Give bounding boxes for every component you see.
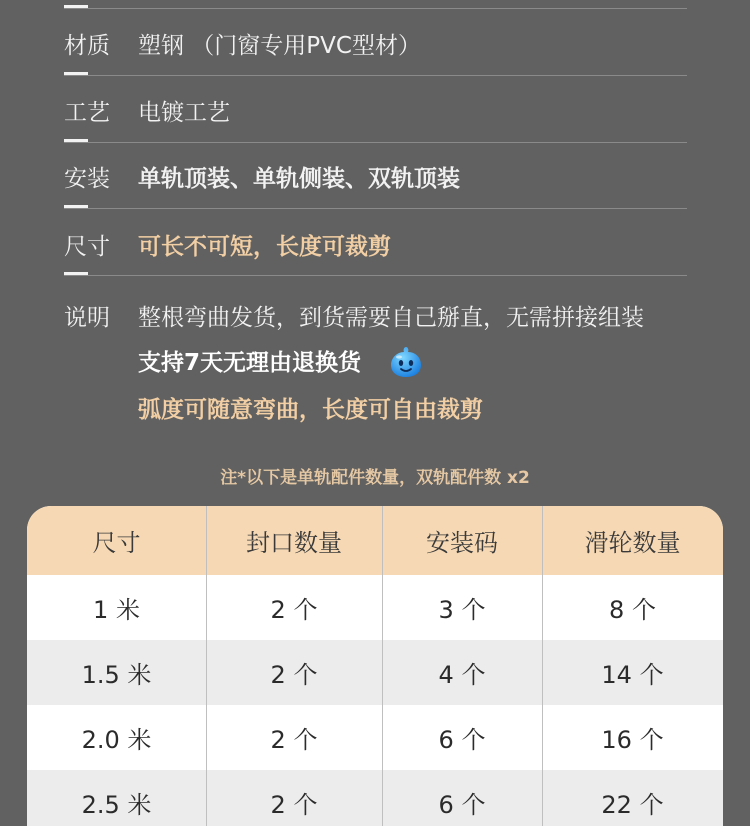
spec-value: 可长不可短，长度可裁剪 (138, 234, 391, 260)
table-cell: 4 个 (438, 661, 486, 689)
table-cell: 2 个 (270, 791, 318, 819)
description-line-returns: 支持7天无理由退换货 (138, 350, 362, 376)
divider (64, 275, 687, 276)
divider (64, 75, 687, 76)
smiling-blue-blob-icon (388, 344, 424, 380)
spec-value: 电镀工艺 (138, 100, 230, 126)
description-label: 说明 (64, 305, 110, 331)
divider (64, 142, 687, 143)
spec-label: 材质 (64, 33, 110, 59)
table-header-cell: 封口数量 (246, 529, 342, 557)
spec-value: 塑钢 （门窗专用PVC型材） (138, 33, 421, 59)
divider (64, 208, 687, 209)
spec-label: 安装 (64, 166, 110, 192)
table-cell: 2 个 (270, 661, 318, 689)
accessory-table (27, 506, 723, 826)
table-cell: 1 米 (93, 596, 140, 624)
table-cell: 6 个 (438, 726, 486, 754)
table-cell: 2 个 (270, 726, 318, 754)
description-line-shipping: 整根弯曲发货，到货需要自己掰直，无需拼接组装 (138, 305, 644, 331)
table-row (27, 770, 723, 826)
spec-label: 尺寸 (64, 234, 110, 260)
column-divider (206, 506, 207, 826)
table-cell: 14 个 (601, 661, 664, 689)
table-cell: 2.0 米 (81, 726, 152, 754)
divider (64, 8, 687, 9)
accessory-note: 注*以下是单轨配件数量，双轨配件数 x2 (220, 468, 530, 488)
column-divider (542, 506, 543, 826)
table-row (27, 640, 723, 705)
column-divider (382, 506, 383, 826)
table-header-cell: 尺寸 (92, 529, 141, 557)
table-cell: 2.5 米 (81, 791, 152, 819)
spec-value: 单轨顶装、单轨侧装、双轨顶装 (138, 166, 460, 192)
table-cell: 8 个 (609, 596, 656, 624)
table-header (27, 506, 723, 575)
table-header-cell: 滑轮数量 (584, 529, 681, 557)
table-cell: 3 个 (438, 596, 486, 624)
table-header-cell: 安装码 (426, 529, 498, 557)
spec-label: 工艺 (64, 100, 110, 126)
description-line-bending: 弧度可随意弯曲，长度可自由裁剪 (138, 397, 483, 423)
table-row (27, 575, 723, 640)
table-cell: 16 个 (601, 726, 664, 754)
table-cell: 22 个 (601, 791, 664, 819)
table-cell: 2 个 (270, 596, 318, 624)
table-cell: 1.5 米 (81, 661, 152, 689)
table-row (27, 705, 723, 770)
table-cell: 6 个 (438, 791, 486, 819)
